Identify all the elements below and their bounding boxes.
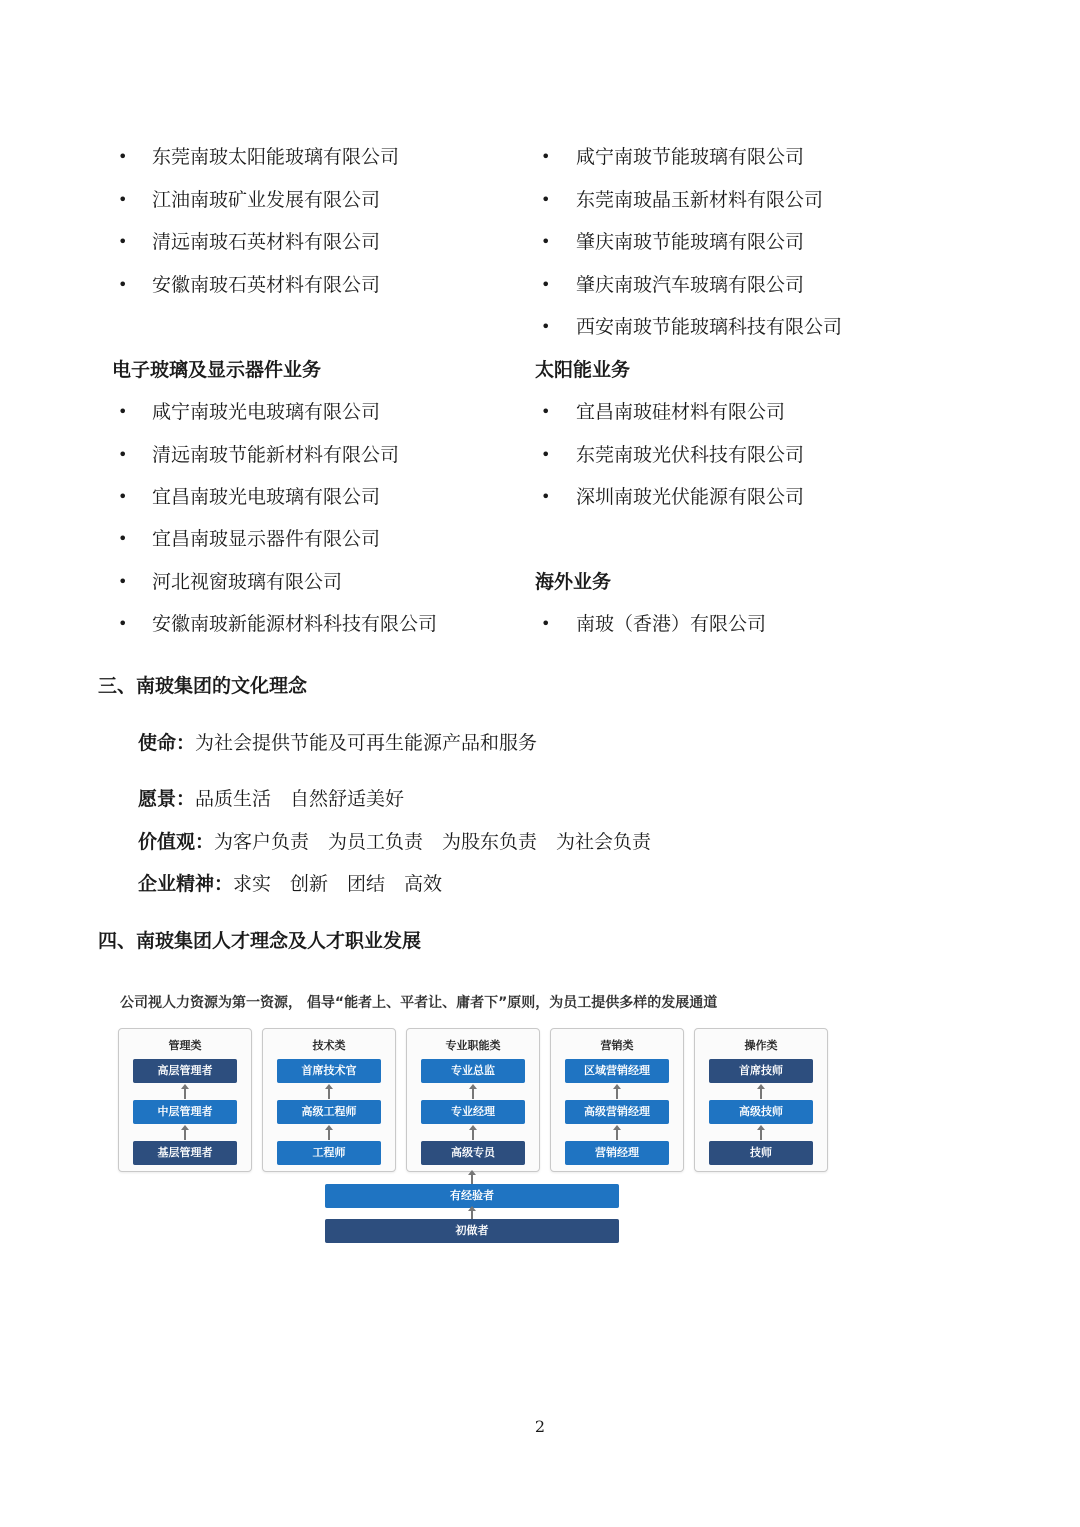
track-title: 技术类 [312,1039,346,1052]
level-box: 首席技术官 [277,1059,381,1083]
arrow-up-icon [757,1125,765,1140]
vision-line [138,787,404,811]
list-item: 清远南玻石英材料有限公司 [152,231,381,253]
mission-key: 使命： [138,732,196,754]
level-box: 高级工程师 [277,1100,381,1124]
values-key: 价值观： [138,831,215,853]
level-box: 高级营销经理 [565,1100,669,1124]
list-item: 宜昌南玻硅材料有限公司 [576,401,786,423]
list-item: 安徽南玻石英材料有限公司 [152,274,381,296]
career-track-panel [694,1028,828,1172]
list-item: 咸宁南玻节能玻璃有限公司 [576,146,805,168]
bullet: • [541,147,551,166]
bullet: • [118,147,128,166]
level-box: 基层管理者 [133,1141,237,1165]
arrow-up-icon [325,1084,333,1099]
page-number: 2 [534,1417,546,1436]
spirit-value: 求实 创新 团结 高效 [233,873,443,895]
bullet: • [118,232,128,251]
list-item: 宜昌南玻光电玻璃有限公司 [152,486,381,508]
list-item: 东莞南玻太阳能玻璃有限公司 [152,146,400,168]
arrow-up-icon [468,1206,476,1220]
bullet: • [118,614,128,633]
arrow-up-icon [181,1125,189,1140]
mission-value: 为社会提供节能及可再生能源产品和服务 [195,732,538,754]
career-track-panel [262,1028,396,1172]
bullet: • [118,487,128,506]
bullet: • [118,190,128,209]
bullet: • [541,402,551,421]
bullet: • [541,614,551,633]
values-line [138,830,651,854]
arrow-up-icon [468,1170,476,1184]
level-box: 工程师 [277,1141,381,1165]
arrow-up-icon [181,1084,189,1099]
level-box-beginner: 初做者 [325,1219,619,1243]
level-box: 高级专员 [421,1141,525,1165]
bullet: • [541,445,551,464]
career-track-panel [118,1028,252,1172]
vision-value: 品质生活 自然舒适美好 [195,788,405,810]
spirit-key: 企业精神： [138,873,234,895]
bullet: • [118,402,128,421]
level-box: 高级技师 [709,1100,813,1124]
level-box: 技师 [709,1141,813,1165]
spirit-line [138,872,442,896]
level-box: 中层管理者 [133,1100,237,1124]
level-box: 区域营销经理 [565,1059,669,1083]
diagram-title: 公司视人力资源为第一资源， 倡导“能者上、平者让、庸者下”原则，为员工提供多样的发展通道 [120,995,718,1011]
vision-key: 愿景： [138,788,196,810]
list-item: 咸宁南玻光电玻璃有限公司 [152,401,381,423]
level-box-experienced: 有经验者 [325,1184,619,1208]
subsection-heading: 电子玻璃及显示器件业务 [112,359,322,381]
mission-line [138,731,537,755]
list-item: 清远南玻节能新材料有限公司 [152,444,400,466]
arrow-up-icon [325,1125,333,1140]
subsection-heading: 太阳能业务 [535,359,631,381]
section-heading-culture: 三、南玻集团的文化理念 [98,675,308,697]
section-heading-talent: 四、南玻集团人才理念及人才职业发展 [98,930,422,952]
bullet: • [118,572,128,591]
list-item: 深圳南玻光伏能源有限公司 [576,486,805,508]
bullet: • [118,445,128,464]
level-box: 专业经理 [421,1100,525,1124]
arrow-up-icon [757,1084,765,1099]
arrow-up-icon [469,1125,477,1140]
list-item: 河北视窗玻璃有限公司 [152,571,343,593]
level-box: 首席技师 [709,1059,813,1083]
career-path-diagram [112,990,836,1250]
arrow-up-icon [613,1084,621,1099]
level-box: 营销经理 [565,1141,669,1165]
bullet: • [541,487,551,506]
bullet: • [118,529,128,548]
subsection-heading: 海外业务 [535,571,612,593]
arrow-up-icon [469,1084,477,1099]
track-title: 管理类 [168,1039,202,1052]
list-item: 肇庆南玻节能玻璃有限公司 [576,231,805,253]
list-item: 肇庆南玻汽车玻璃有限公司 [576,274,805,296]
list-item: 南玻（香港）有限公司 [576,613,767,635]
level-box: 专业总监 [421,1059,525,1083]
bullet: • [541,232,551,251]
list-item: 江油南玻矿业发展有限公司 [152,189,381,211]
track-title: 营销类 [600,1039,634,1052]
bullet: • [118,275,128,294]
bullet: • [541,317,551,336]
list-item: 西安南玻节能玻璃科技有限公司 [576,316,843,338]
bullet: • [541,275,551,294]
values-value: 为客户负责 为员工负责 为股东负责 为社会负责 [214,831,652,853]
arrow-up-icon [613,1125,621,1140]
track-title: 操作类 [744,1039,778,1052]
bullet: • [541,190,551,209]
track-title: 专业职能类 [445,1039,501,1052]
list-item: 安徽南玻新能源材料科技有限公司 [152,613,438,635]
list-item: 东莞南玻光伏科技有限公司 [576,444,805,466]
career-track-panel [550,1028,684,1172]
level-box: 高层管理者 [133,1059,237,1083]
list-item: 宜昌南玻显示器件有限公司 [152,528,381,550]
list-item: 东莞南玻晶玉新材料有限公司 [576,189,824,211]
career-track-panel [406,1028,540,1172]
